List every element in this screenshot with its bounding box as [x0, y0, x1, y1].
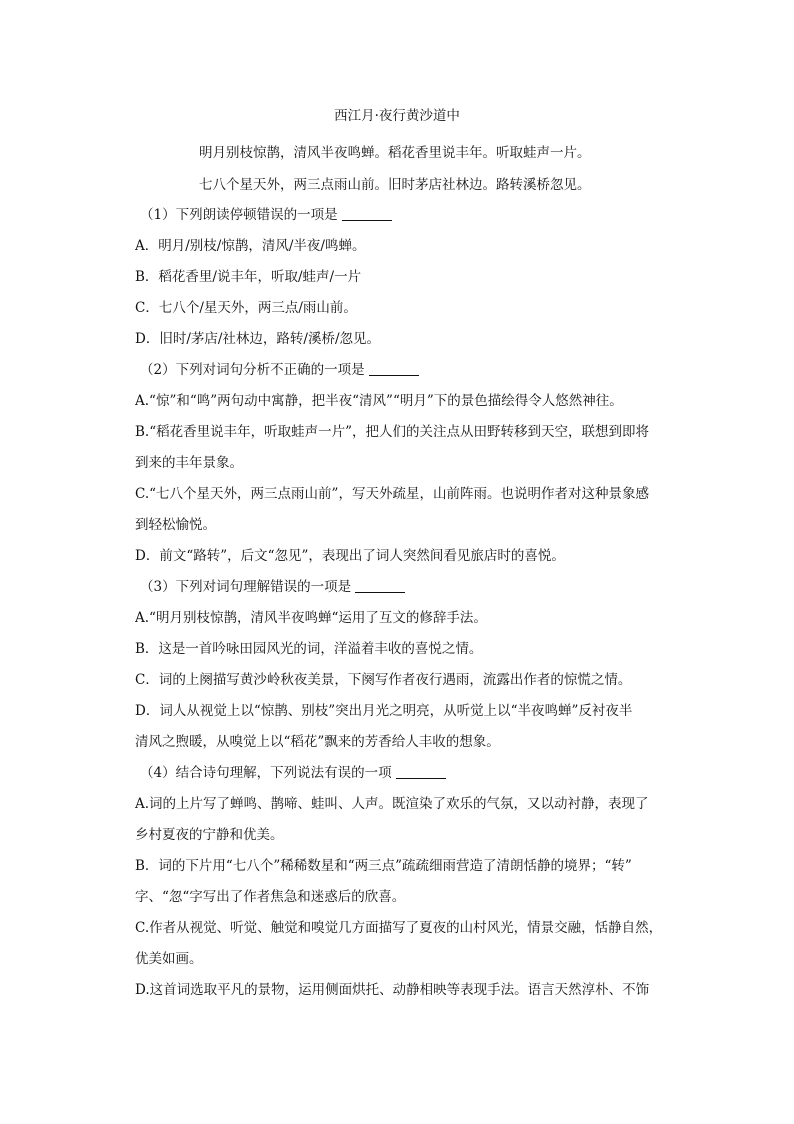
- poem-line: 七八个星天外，两三点雨山前。旧时茅店社林边。路转溪桥忽见。: [199, 177, 591, 193]
- question-list: [135, 200, 665, 1006]
- option-b-continued: 到来的丰年景象。: [135, 455, 243, 471]
- poem-line: 明月别枝惊鹊，清风半夜鸣蝉。稻花香里说丰年。听取蛙声一片。: [199, 145, 591, 161]
- question-2: [135, 355, 665, 572]
- option-c: C．七八个/星天外，两三点/雨山前。: [135, 300, 357, 316]
- option-d: D．词人从视觉上以“惊鹊、别枝”突出月光之明亮，从听觉上以“半夜鸣蝉”反衬夜半: [135, 703, 633, 719]
- option-a: A．明月/别枝/惊鹊，清风/半夜/鸣蝉。: [135, 238, 366, 254]
- answer-blank[interactable]: [396, 764, 446, 779]
- question-stem: （4）结合诗句理解，下列说法有误的一项: [135, 758, 665, 789]
- option-b: B.“稻花香里说丰年，听取蛙声一片”，把人们的关注点从田野转移到天空，联想到即将: [135, 424, 650, 440]
- option-b-continued: 字、“忽“字写出了作者焦急和迷惑后的欣喜。: [135, 889, 406, 905]
- option-a: A.“惊”和“鸣”两句动中寓静，把半夜“清风”“明月”下的景色描绘得令人悠然神往。: [135, 393, 623, 409]
- question-stem: （3）下列对词句理解错误的一项是: [135, 572, 665, 603]
- option-d: D.这首词选取平凡的景物，运用侧面烘托、动静相映等表现手法。语言天然淳朴、不饰: [135, 982, 650, 998]
- question-stem: （1）下列朗读停顿错误的一项是: [135, 200, 665, 231]
- poem-title: 西江月·夜行黄沙道中: [334, 108, 460, 124]
- question-1: [135, 200, 665, 355]
- answer-blank[interactable]: [342, 206, 392, 221]
- question-4: [135, 758, 665, 1006]
- option-c: C.“七八个星天外，两三点雨山前”，写天外疏星，山前阵雨。也说明作者对这种景象感: [135, 486, 649, 502]
- option-c: C．词的上阕描写黄沙岭秋夜美景，下阕写作者夜行遇雨，流露出作者的惊慌之情。: [135, 672, 632, 688]
- question-3: [135, 572, 665, 758]
- option-b: B．稻花香里/说丰年，听取/蛙声/一片: [135, 269, 362, 285]
- option-c: C.作者从视觉、听觉、触觉和嗅觉几方面描写了夏夜的山村风光，情景交融，恬静自然，: [135, 920, 663, 936]
- option-a-continued: 乡村夏夜的宁静和优美。: [135, 827, 284, 843]
- option-a: A.“明月别枝惊鹊，清风半夜鸣蝉“运用了互文的修辞手法。: [135, 610, 487, 626]
- question-stem: （2）下列对词句分析不正确的一项是: [135, 355, 665, 386]
- option-a: A.词的上片写了蝉鸣、鹊啼、蛙叫、人声。既渲染了欢乐的气氛，又以动衬静，表现了: [135, 796, 649, 812]
- answer-blank[interactable]: [355, 578, 405, 593]
- answer-blank[interactable]: [369, 361, 419, 376]
- option-c-continued: 优美如画。: [135, 951, 203, 967]
- option-b: B．这是一首吟咏田园风光的词，洋溢着丰收的喜悦之情。: [135, 641, 483, 657]
- option-b: B．词的下片用“七八个”稀稀数星和“两三点”疏疏细雨营造了清朗恬静的境界；“转”: [135, 858, 632, 874]
- option-d-continued: 清风之煦暖，从嗅觉上以“稻花”飘来的芳香给人丰收的想象。: [135, 734, 500, 750]
- option-c-continued: 到轻松愉悦。: [135, 517, 216, 533]
- option-d: D．前文“路转”，后文“忽见”，表现出了词人突然间看见旅店时的喜悦。: [135, 548, 565, 564]
- option-d: D．旧时/茅店/社林边，路转/溪桥/忽见。: [135, 331, 381, 347]
